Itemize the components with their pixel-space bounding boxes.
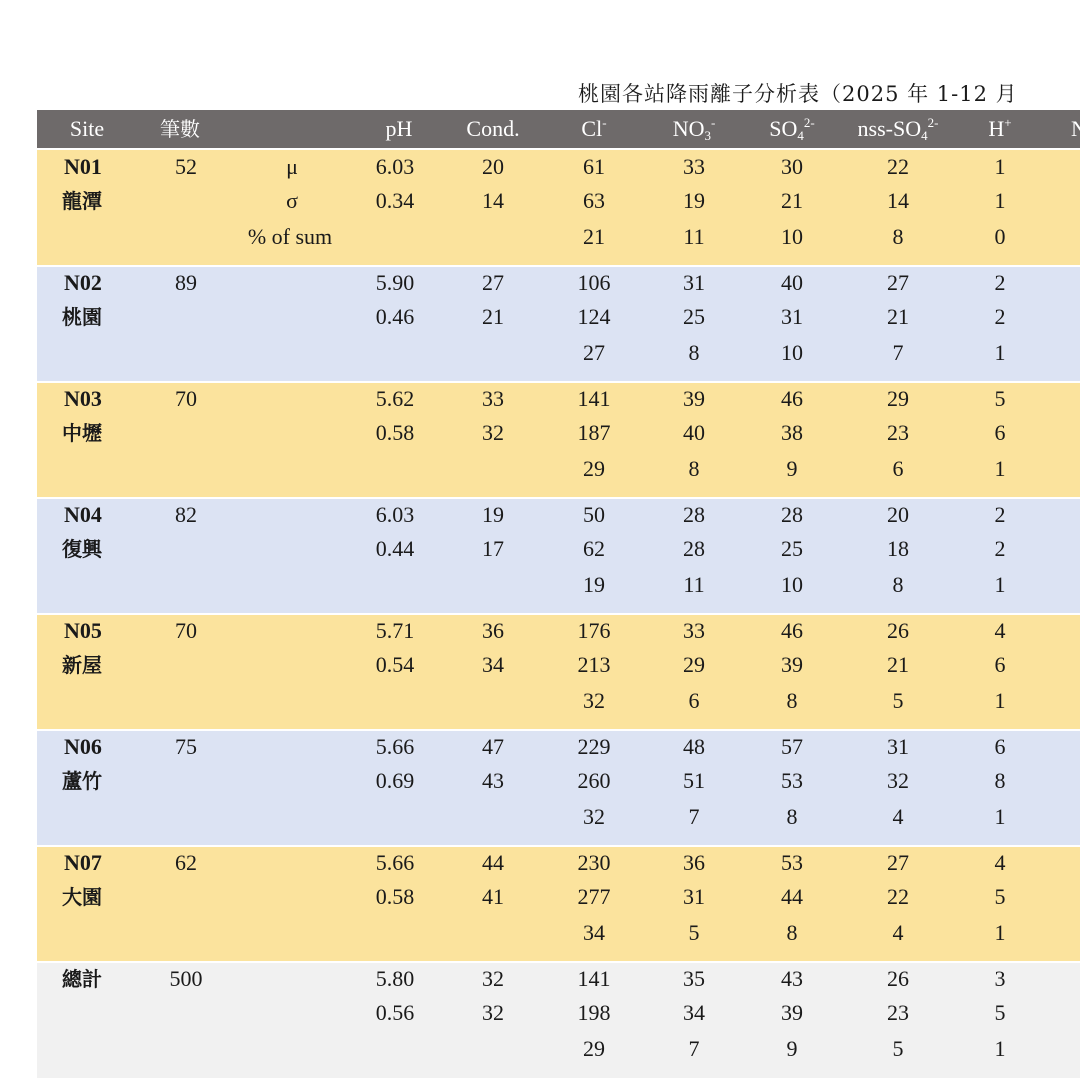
- table-header: [37, 110, 1087, 148]
- sd-ph: 0.54: [375, 652, 415, 677]
- mean-no3: 33: [683, 154, 705, 179]
- sample-count: 500: [169, 966, 203, 991]
- mean-cl: 141: [577, 966, 611, 991]
- sd-ph: 0.46: [375, 304, 415, 329]
- row-divider: [37, 381, 1080, 383]
- sd-h: 5: [994, 884, 1006, 909]
- percent-cl: 29: [583, 1036, 605, 1061]
- site-name: 桃園: [62, 305, 102, 329]
- mean-cond: 47: [482, 734, 504, 759]
- sample-count: 62: [175, 850, 197, 875]
- percent-h: 1: [994, 804, 1006, 829]
- row-divider: [37, 497, 1080, 499]
- mean-cond: 32: [482, 966, 504, 991]
- percent-no3: 8: [688, 340, 700, 365]
- percent-nss: 5: [892, 1036, 904, 1061]
- mean-cond: 27: [482, 270, 504, 295]
- header-no3-charge: -: [710, 115, 716, 130]
- mean-cl: 61: [583, 154, 605, 179]
- percent-nss: 8: [892, 224, 904, 249]
- sd-nss: 32: [887, 768, 909, 793]
- sd-h: 2: [994, 536, 1006, 561]
- header-so4-subscript: 4: [797, 128, 804, 143]
- mean-so4: 28: [781, 502, 803, 527]
- percent-h: 0: [994, 224, 1006, 249]
- mean-cond: 36: [482, 618, 504, 643]
- sd-cond: 17: [482, 536, 504, 561]
- mean-nss: 27: [887, 850, 909, 875]
- sd-cond: 14: [482, 188, 504, 213]
- percent-so4: 10: [781, 572, 803, 597]
- site-name: 復興: [62, 537, 102, 561]
- percent-no3: 7: [688, 1036, 700, 1061]
- sd-so4: 25: [781, 536, 803, 561]
- mean-cl: 50: [583, 502, 605, 527]
- percent-h: 1: [994, 1036, 1006, 1061]
- mean-so4: 46: [781, 618, 803, 643]
- sd-cond: 34: [482, 652, 504, 677]
- sample-count: 89: [175, 270, 197, 295]
- sd-cl: 187: [577, 420, 611, 445]
- percent-h: 1: [994, 456, 1006, 481]
- percent-no3: 11: [683, 224, 705, 249]
- mean-h: 6: [994, 734, 1006, 759]
- percent-nss: 7: [892, 340, 904, 365]
- percent-nss: 8: [892, 572, 904, 597]
- site-code: N07: [64, 850, 102, 875]
- site-name: 中壢: [62, 421, 102, 445]
- mean-ph: 5.66: [375, 734, 415, 759]
- mean-cl: 106: [577, 270, 611, 295]
- percent-nss: 5: [892, 688, 904, 713]
- table-title: 桃園各站降雨離子分析表（2025 年 1-12 月: [578, 82, 1018, 106]
- sd-ph: 0.44: [375, 536, 415, 561]
- mean-cond: 33: [482, 386, 504, 411]
- site-name: 總計: [62, 967, 102, 991]
- percent-so4: 8: [786, 920, 798, 945]
- sd-no3: 34: [683, 1000, 705, 1025]
- site-code: N01: [64, 154, 102, 179]
- percent-h: 1: [994, 688, 1006, 713]
- sample-count: 82: [175, 502, 197, 527]
- mean-so4: 57: [781, 734, 803, 759]
- percent-no3: 7: [688, 804, 700, 829]
- mean-h: 4: [994, 850, 1006, 875]
- header-so4: [769, 114, 814, 144]
- header-nss-subscript: 4: [921, 128, 928, 143]
- sd-so4: 31: [781, 304, 803, 329]
- header-h-base: H: [988, 116, 1005, 141]
- sd-h: 5: [994, 1000, 1006, 1025]
- row-divider: [37, 961, 1080, 963]
- sd-h: 8: [994, 768, 1006, 793]
- sd-cl: 62: [583, 536, 605, 561]
- sample-count: 70: [175, 618, 197, 643]
- mean-so4: 53: [781, 850, 803, 875]
- sd-cl: 63: [583, 188, 605, 213]
- site-code: N05: [64, 618, 102, 643]
- mean-nss: 29: [887, 386, 909, 411]
- sd-cond: 21: [482, 304, 504, 329]
- mean-no3: 33: [683, 618, 705, 643]
- mean-nss: 20: [887, 502, 909, 527]
- percent-h: 1: [994, 920, 1006, 945]
- sample-count: 52: [175, 154, 197, 179]
- percent-h: 1: [994, 340, 1006, 365]
- mean-nss: 27: [887, 270, 909, 295]
- percent-nss: 4: [892, 920, 904, 945]
- mean-no3: 35: [683, 966, 705, 991]
- sd-no3: 40: [683, 420, 705, 445]
- mean-h: 5: [994, 386, 1006, 411]
- header-cl-charge: -: [602, 115, 607, 130]
- stat-label-sd: σ: [286, 188, 298, 213]
- mean-ph: 5.66: [375, 850, 415, 875]
- percent-cl: 34: [583, 920, 605, 945]
- row-divider: [37, 265, 1080, 267]
- sd-cond: 32: [482, 420, 504, 445]
- mean-cond: 44: [482, 850, 504, 875]
- mean-h: 1: [994, 154, 1006, 179]
- header-cond: Cond.: [466, 116, 520, 141]
- mean-so4: 43: [781, 966, 803, 991]
- sd-no3: 19: [683, 188, 705, 213]
- percent-cl: 29: [583, 456, 605, 481]
- sd-nss: 21: [887, 304, 909, 329]
- mean-no3: 36: [683, 850, 705, 875]
- percent-no3: 11: [683, 572, 705, 597]
- percent-so4: 8: [786, 804, 798, 829]
- mean-cond: 19: [482, 502, 504, 527]
- sd-cond: 43: [482, 768, 504, 793]
- sd-h: 2: [994, 304, 1006, 329]
- percent-cl: 32: [583, 804, 605, 829]
- header-h: [988, 114, 1011, 144]
- mean-h: 2: [994, 270, 1006, 295]
- sd-h: 6: [994, 652, 1006, 677]
- sd-no3: 25: [683, 304, 705, 329]
- sd-so4: 39: [781, 652, 803, 677]
- sd-no3: 28: [683, 536, 705, 561]
- percent-cl: 21: [583, 224, 605, 249]
- header-h-charge: +: [1004, 115, 1012, 130]
- site-name: 蘆竹: [62, 769, 102, 793]
- sd-cond: 32: [482, 1000, 504, 1025]
- mean-cl: 141: [577, 386, 611, 411]
- site-name: 新屋: [62, 653, 102, 677]
- sd-so4: 39: [781, 1000, 803, 1025]
- mean-h: 2: [994, 502, 1006, 527]
- percent-nss: 4: [892, 804, 904, 829]
- mean-cl: 229: [577, 734, 611, 759]
- mean-nss: 26: [887, 966, 909, 991]
- header-nss-charge: 2-: [927, 115, 939, 130]
- header-clipped-column: N: [1071, 116, 1087, 141]
- sd-so4: 38: [781, 420, 803, 445]
- sd-cl: 124: [577, 304, 611, 329]
- sd-ph: 0.69: [375, 768, 415, 793]
- site-code: N06: [64, 734, 102, 759]
- header-so4-base: SO: [769, 116, 798, 141]
- mean-ph: 5.90: [375, 270, 415, 295]
- sd-h: 6: [994, 420, 1006, 445]
- percent-so4: 9: [786, 1036, 798, 1061]
- percent-nss: 6: [892, 456, 904, 481]
- sd-nss: 14: [887, 188, 909, 213]
- sd-nss: 22: [887, 884, 909, 909]
- mean-cl: 230: [577, 850, 611, 875]
- sd-so4: 21: [781, 188, 803, 213]
- percent-so4: 9: [786, 456, 798, 481]
- sd-ph: 0.58: [375, 884, 415, 909]
- stat-label-mean: μ: [286, 154, 298, 179]
- mean-nss: 31: [887, 734, 909, 759]
- mean-ph: 6.03: [375, 502, 415, 527]
- header-ph: pH: [385, 116, 413, 141]
- header-no3: [673, 114, 716, 144]
- mean-so4: 30: [781, 154, 803, 179]
- stat-label-percent: % of sum: [247, 224, 333, 249]
- sample-count: 70: [175, 386, 197, 411]
- percent-cl: 27: [583, 340, 605, 365]
- percent-no3: 8: [688, 456, 700, 481]
- header-so4-charge: 2-: [803, 115, 815, 130]
- header-site: Site: [69, 116, 105, 141]
- percent-so4: 10: [781, 224, 803, 249]
- mean-so4: 46: [781, 386, 803, 411]
- sd-nss: 23: [887, 420, 909, 445]
- sd-cl: 213: [577, 652, 611, 677]
- header-nss-so4: [858, 114, 939, 144]
- sd-nss: 23: [887, 1000, 909, 1025]
- sd-cond: 41: [482, 884, 504, 909]
- site-name: 大園: [62, 885, 102, 909]
- percent-no3: 6: [688, 688, 700, 713]
- sd-cl: 260: [577, 768, 611, 793]
- mean-no3: 48: [683, 734, 705, 759]
- mean-h: 4: [994, 618, 1006, 643]
- percent-so4: 10: [781, 340, 803, 365]
- sd-cl: 277: [577, 884, 611, 909]
- sd-h: 1: [994, 188, 1006, 213]
- sd-cl: 198: [577, 1000, 611, 1025]
- row-divider: [37, 845, 1080, 847]
- mean-no3: 28: [683, 502, 705, 527]
- sd-nss: 21: [887, 652, 909, 677]
- sd-so4: 53: [781, 768, 803, 793]
- mean-nss: 26: [887, 618, 909, 643]
- mean-cl: 176: [577, 618, 611, 643]
- sd-ph: 0.58: [375, 420, 415, 445]
- site-code: N02: [64, 270, 102, 295]
- header-no3-base: NO: [672, 116, 705, 141]
- header-count: 筆數: [160, 117, 200, 141]
- sd-ph: 0.34: [375, 188, 415, 213]
- header-no3-subscript: 3: [704, 128, 711, 143]
- mean-cond: 20: [482, 154, 504, 179]
- mean-ph: 5.71: [375, 618, 415, 643]
- mean-no3: 39: [683, 386, 705, 411]
- site-code: N03: [64, 386, 102, 411]
- header-cl-base: Cl: [581, 116, 603, 141]
- row-divider: [37, 613, 1080, 615]
- sd-no3: 51: [683, 768, 705, 793]
- mean-no3: 31: [683, 270, 705, 295]
- mean-ph: 5.80: [375, 966, 415, 991]
- mean-h: 3: [994, 966, 1006, 991]
- header-cl: [581, 114, 606, 144]
- sd-no3: 31: [683, 884, 705, 909]
- sd-ph: 0.56: [375, 1000, 415, 1025]
- site-code: N04: [64, 502, 102, 527]
- percent-h: 1: [994, 572, 1006, 597]
- site-name: 龍潭: [62, 189, 102, 213]
- sd-so4: 44: [781, 884, 803, 909]
- percent-cl: 32: [583, 688, 605, 713]
- percent-so4: 8: [786, 688, 798, 713]
- mean-ph: 5.62: [375, 386, 415, 411]
- mean-ph: 6.03: [375, 154, 415, 179]
- percent-cl: 19: [583, 572, 605, 597]
- mean-nss: 22: [887, 154, 909, 179]
- sd-no3: 29: [683, 652, 705, 677]
- sd-nss: 18: [887, 536, 909, 561]
- sample-count: 75: [175, 734, 197, 759]
- row-divider: [37, 729, 1080, 731]
- header-nss-base: nss-SO: [857, 116, 922, 141]
- percent-no3: 5: [688, 920, 700, 945]
- mean-so4: 40: [781, 270, 803, 295]
